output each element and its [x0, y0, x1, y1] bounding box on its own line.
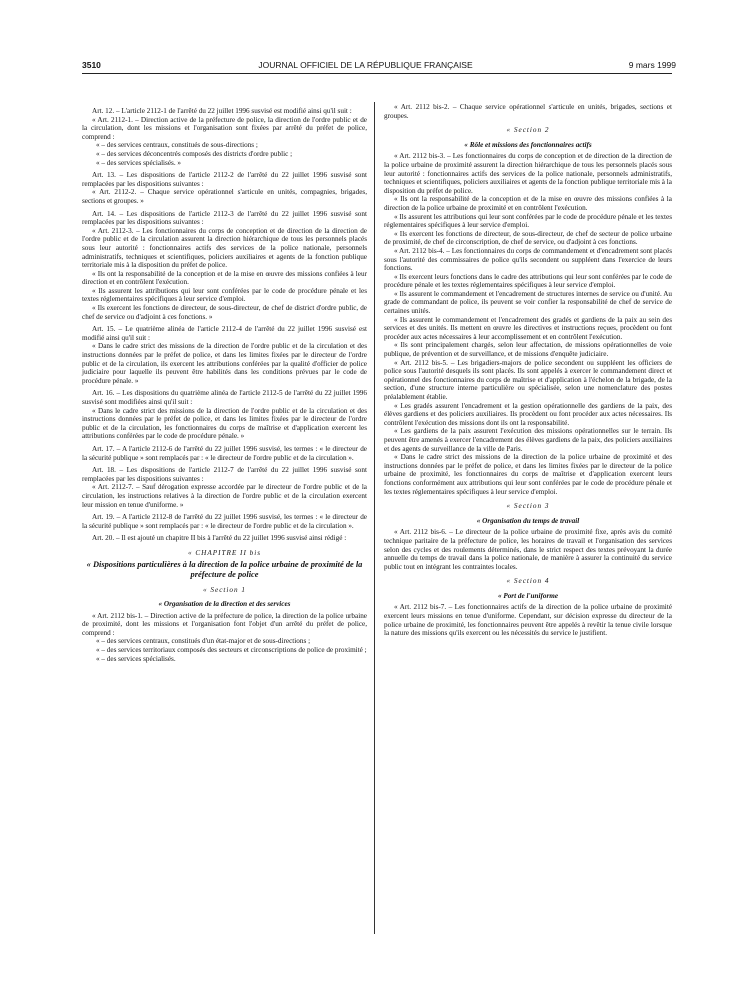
page-number: 3510 — [82, 60, 101, 70]
paragraph: « Ils exercent leurs fonctions dans le cadre des attributions qui leur sont conférées par le code de procédure pénale et les textes réglementaires spécifiques à leur service d'emploi. — [384, 272, 672, 290]
paragraph: « Ils sont principalement chargés, selon leur affectation, de missions opérationnelles de voie publique, de prévention et de surveillance, et de missions d'enquête judiciaire. — [384, 341, 672, 359]
paragraph: Art. 16. – Les dispositions du quatrième alinéa de l'article 2112-5 de l'arrêté du 22 juillet 1996 susvisé sont modifiées ainsi qu'il suit : — [82, 389, 367, 406]
paragraph: Art. 14. – Les dispositions de l'article 2112-3 de l'arrêté du 22 juillet 1996 susvisé sont remplacées par les dispositions suivantes : — [82, 209, 367, 227]
list-item: « – des services spécialisés. » — [96, 158, 182, 167]
paragraph: Art. 20. – Il est ajouté un chapitre II bis à l'arrêté du 22 juillet 1996 susvisé ainsi rédigé : — [92, 534, 347, 543]
list-item: « – des services centraux, constitués de sous-directions ; — [96, 141, 258, 150]
paragraph: « Art. 2112-3. – Les fonctionnaires du corps de conception et de direction de la direction de l'ordre public et de la circulation assurent la direction hiérarchique de tous les personnels placés sous leur autorité : fonctionnaires actifs des services de la police nationale, personnels administratifs, techniques et scientifiques, policiers auxiliaires et agents de la fonction publique territoriale mis à la disposition du préfet de police. — [82, 226, 367, 270]
paragraph: « Art. 2112-2. – Chaque service opérationnel s'articule en unités, compagnies, brigades, sections et groupes. » — [82, 188, 367, 205]
paragraph: Art. 18. – Les dispositions de l'article 2112-7 de l'arrêté du 22 juillet 1996 susvisé sont remplacées par les dispositions suivantes : — [82, 466, 367, 483]
section-title: « Organisation du temps de travail — [476, 516, 580, 525]
paragraph: « Art. 2112-1. – Direction active de la préfecture de police, la direction de l'ordre public et de la circulation, dont les missions et l'organisation sont fixées par arrêté du préfet de police, comprend : — [82, 115, 367, 141]
section-heading: « Section 4 — [506, 577, 550, 586]
section-heading: « Section 1 — [203, 585, 246, 594]
paragraph: Art. 12. – L'article 2112-1 de l'arrêté du 22 juillet 1996 susvisé est modifié ainsi qu'il suit : — [92, 107, 352, 115]
section-heading: « Section 3 — [506, 502, 550, 511]
paragraph: « Art. 2112 bis-5. – Les brigadiers-majors de police secondent ou suppléent les officiers de police sous l'autorité desquels ils sont placés. Ils sont appelés à exercer le commandement direct et opérationnel des fonctionnaires du corps de maîtrise et d'application à l'échelon de la brigade, de la section, d'une structure interne particulière ou spécialisée, selon une nomenclature des postes préalablement établie. — [384, 358, 672, 401]
issue-date: 9 mars 1999 — [628, 60, 676, 70]
section-title: « Port de l'uniforme — [497, 591, 559, 600]
header-rule — [82, 73, 672, 74]
paragraph: « Art. 2112 bis-7. – Les fonctionnaires actifs de la direction de la police urbaine de proximité exercent leurs missions en tenue d'uniforme. Cependant, sur décision expresse du directeur de la police urbaine de proximité, les fonctionnaires peuvent être appelés à revêtir la tenue civile lorsque la nature des missions qu'ils exercent ou les nécessités du service le justifient. — [384, 603, 672, 638]
section-heading: « Section 2 — [506, 126, 550, 135]
paragraph: Art. 19. – A l'article 2112-8 de l'arrêté du 22 juillet 1996 susvisé, les termes : « le directeur de la sécurité publique » sont remplacés par : « le directeur de l'ordre public et de la circulation ». — [82, 513, 367, 530]
paragraph: « Les gradés assurent l'encadrement et la gestion opérationnelle des gardiens de la paix, des élèves gardiens et des policiers auxiliaires. Ils procèdent ou font procéder aux actes nécessaires. Ils contrôlent l'exécution des missions dont ils ont la responsabilité. — [384, 401, 672, 427]
right-column — [384, 103, 672, 638]
paragraph: « Art. 2112 bis-4. – Les fonctionnaires du corps de commandement et d'encadrement sont placés sous l'autorité des commissaires de police qu'ils secondent ou suppléent dans l'exercice de leurs fonctions. — [384, 246, 672, 273]
list-item: « – des services spécialisés. — [96, 654, 176, 663]
page-header — [0, 57, 731, 71]
paragraph: « Ils assurent les attributions qui leur sont conférées par le code de procédure pénale et les textes réglementaires spécifiques à leur service d'emploi. — [384, 212, 672, 230]
paragraph: « Les gardiens de la paix assurent l'exécution des missions opérationnelles sur le terrain. Ils peuvent être amenés à exercer l'encadrement des élèves gardiens de la paix, des policiers auxiliaires et des agents de surveillance de la ville de Paris. — [384, 427, 672, 453]
chapter-heading: « CHAPITRE II bis — [187, 548, 262, 557]
section-title: « Organisation de la direction et des services — [158, 600, 291, 609]
paragraph: « Dans le cadre strict des missions de la direction de la police urbaine de proximité et des instructions données par le préfet de police, et dans les limites fixées par le directeur de la police urbaine de proximité, les fonctionnaires du corps de maîtrise et d'application exercent leurs fonctions conformément aux attributions qui leur sont conférées par le code de procédure pénale et les textes réglementaires spécifiques à leur service d'emploi. — [384, 453, 672, 496]
paragraph: « Art. 2112 bis-1. – Direction active de la préfecture de police, la direction de la police urbaine de proximité, dont les missions et l'organisation font l'objet d'un arrêté du préfet de police, comprend : — [82, 611, 367, 637]
paragraph: « Art. 2112 bis-2. – Chaque service opérationnel s'articule en unités, brigades, sections et groupes. — [384, 103, 672, 120]
paragraph: « Dans le cadre strict des missions de la direction de l'ordre public et de la circulation et des instructions données par le préfet de police, et dans les limites fixées par le directeur de l'ordre public et de la circulation, les fonctionnaires du corps de maîtrise et d'application exercent les attributions conférées par le code de procédure pénale. » — [82, 406, 367, 441]
section-title: « Rôle et missions des fonctionnaires actifs — [464, 140, 592, 149]
paragraph: « Ils exercent les fonctions de directeur, de sous-directeur, de chef de secteur de police urbaine de proximité, de chef de circonscription, de chef de service, ou d'adjoint à ces fonctions. — [384, 229, 672, 247]
paragraph: « Dans le cadre strict des missions de la direction de l'ordre public et de la circulation et des instructions données par le préfet de police, et dans les limites fixées par le directeur de l'ordre public et de la circulation, ils exercent les attributions conférées par la qualité d'officier de police judiciaire pour laquelle ils peuvent être habilités dans les conditions prévues par le code de procédure pénale. » — [82, 342, 367, 385]
paragraph: « Art. 2112 bis-6. – Le directeur de la police urbaine de proximité fixe, après avis du comité technique paritaire de la préfecture de police, les horaires de travail et l'organisation des services selon des cycles et des roulements déterminés, dans le strict respect des textes prévoyant la durée annuelle du temps de travail dans la police nationale, de manière à assurer la continuité du service public tout en intégrant les contraintes locales. — [384, 528, 672, 571]
paragraph: « Ils ont la responsabilité de la conception et de la mise en œuvre des missions confiées à leur direction et en contrôlent l'exécution. — [82, 269, 367, 287]
list-item: « – des services territoriaux composés des secteurs et circonscriptions de police de proximité ; — [96, 646, 367, 655]
paragraph: Art. 15. – Le quatrième alinéa de l'article 2112-4 de l'arrêté du 22 juillet 1996 susvisé est modifié ainsi qu'il suit : — [82, 325, 367, 342]
paragraph: « Art. 2112-7. – Sauf dérogation expresse accordée par le directeur de l'ordre public et de la circulation, les instructions relatives à la direction de l'ordre public et de la circulation exercent leur mission en tenue d'uniforme. » — [82, 483, 367, 509]
chapter-title: « Dispositions particulières à la direction de la police urbaine de proximité de la préfecture de police — [86, 559, 363, 579]
paragraph: « Ils assurent le commandement et l'encadrement de structures internes de service ou d'unité. Au grade de commandant de police, ils peuvent se voir confier la responsabilité de chef de service de certaines unités. — [384, 289, 672, 316]
paragraph: « Art. 2112 bis-3. – Les fonctionnaires du corps de conception et de direction de la direction de la police urbaine de proximité assurent la direction hiérarchique de tous les personnels placés sous leur autorité : fonctionnaires actifs des services de la police nationale, personnels administratifs, techniques et scientifiques, policiers auxiliaires et agents de la fonction publique territoriale mis à la disposition du préfet de police. — [384, 152, 672, 195]
paragraph: « Ils exercent les fonctions de directeur, de sous-directeur, de chef de district d'ordre public, de chef de service ou d'adjoint à ces fonctions. » — [82, 304, 367, 321]
paragraph: Art. 17. – A l'article 2112-6 de l'arrêté du 22 juillet 1996 susvisé, les termes : « le directeur de la sécurité publique » sont remplacés par : « le directeur de l'ordre public et de la circulation ». — [82, 444, 367, 462]
left-column — [82, 103, 367, 663]
paragraph: Art. 13. – Les dispositions de l'article 2112-2 de l'arrêté du 22 juillet 1996 susvisé sont remplacées par les dispositions suivantes : — [82, 171, 367, 188]
paragraph: « Ils ont la responsabilité de la conception et de la mise en œuvre des missions confiées à la direction de la police urbaine de proximité et en contrôlent l'exécution. — [384, 195, 672, 212]
paragraph: « Ils assurent le commandement et l'encadrement des gradés et gardiens de la paix au sein des services et des unités. Ils mettent en œuvre les directives et instructions reçues, procèdent ou font procéder aux actes nécessaires à leur accomplissement et en contrôlent l'exécution. — [384, 315, 672, 341]
paragraph: « Ils assurent les attributions qui leur sont conférées par le code de procédure pénale et les textes réglementaires spécifiques à leur service d'emploi. — [82, 286, 367, 304]
column-divider — [374, 102, 375, 934]
list-item: « – des services centraux, constitués d'un état-major et de sous-directions ; — [96, 637, 311, 646]
journal-title: JOURNAL OFFICIEL DE LA RÉPUBLIQUE FRANÇAISE — [258, 60, 473, 70]
list-item: « – des services déconcentrés composés des districts d'ordre public ; — [96, 149, 293, 158]
